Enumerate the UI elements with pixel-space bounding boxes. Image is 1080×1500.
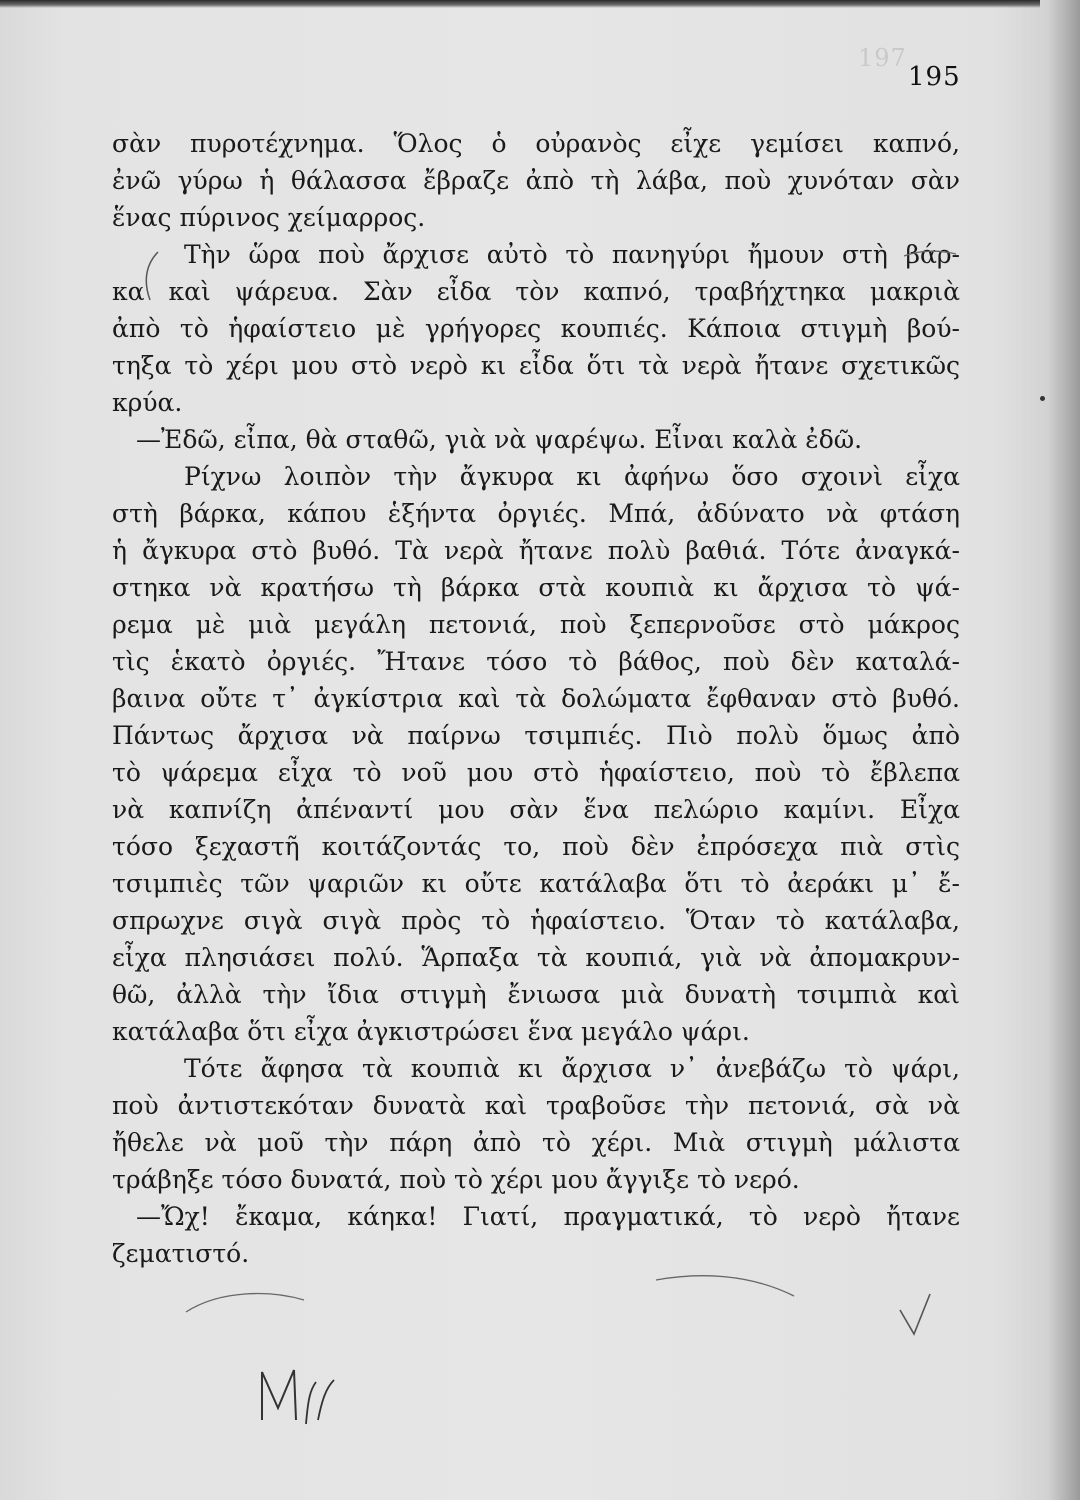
text-line: —Ἐδῶ, εἶπα, θὰ σταθῶ, γιὰ νὰ ψαρέψω. Εἶναι καλὰ ἐδῶ.: [136, 425, 863, 454]
paragraph: [112, 236, 960, 421]
text-line: ἀπὸ τὸ ἡφαίστειο μὲ γρήγορες κουπιές. Κάποια στιγμὴ βού-: [112, 314, 960, 343]
body-text: [112, 125, 960, 1272]
paragraph: [112, 1198, 960, 1272]
pencil-check-mark: [896, 1290, 936, 1340]
text-line: ζεματιστό.: [112, 1239, 250, 1268]
text-line: ἕνας πύρινος χείμαρρος.: [112, 203, 426, 232]
text-line: στηκα νὰ κρατήσω τὴ βάρκα στὰ κουπιὰ κι ἄρχισα τὸ ψά-: [112, 573, 960, 602]
text-line: τόσο ξεχαστῆ κοιτάζοντάς το, ποὺ δὲν ἐπρόσεχα πιὰ στὶς: [112, 832, 960, 861]
paragraph: [112, 458, 960, 1050]
text-line: Ρίχνω λοιπὸν τὴν ἄγκυρα κι ἀφήνω ὅσο σχοινὶ εἶχα: [184, 462, 960, 491]
text-line: θῶ, ἀλλὰ τὴν ἴδια στιγμὴ ἔνιωσα μιὰ δυνατὴ τσιμπιὰ καὶ: [112, 980, 960, 1009]
text-line: στὴ βάρκα, κάπου ἑξήντα ὀργιές. Μπά, ἀδύνατο νὰ φτάση: [112, 499, 960, 528]
paragraph: [112, 125, 960, 236]
text-line: κατάλαβα ὅτι εἶχα ἀγκιστρώσει ἕνα μεγάλο ψάρι.: [112, 1017, 750, 1046]
text-line: τράβηξε τόσο δυνατά, ποὺ τὸ χέρι μου ἄγγιξε τὸ νερό.: [112, 1165, 800, 1194]
text-line: Πάντως ἄρχισα νὰ παίρνω τσιμπιές. Πιὸ πολὺ ὅμως ἀπὸ: [112, 721, 960, 750]
text-line: ἡ ἄγκυρα στὸ βυθό. Τὰ νερὰ ἤτανε πολὺ βαθιά. Τότε ἀναγκά-: [112, 536, 960, 565]
paragraph: [112, 1050, 960, 1198]
text-line: βαινα οὔτε τ᾿ ἀγκίστρια καὶ τὰ δολώματα ἔφθαναν στὸ βυθό.: [112, 684, 960, 713]
text-line: Τότε ἄφησα τὰ κουπιὰ κι ἄρχισα ν᾿ ἀνεβάζω τὸ ψάρι,: [184, 1054, 960, 1083]
text-line: τηξα τὸ χέρι μου στὸ νερὸ κι εἶδα ὅτι τὰ νερὰ ἤτανε σχετικῶς: [112, 351, 960, 380]
bleed-through-page-number: 197: [858, 44, 907, 72]
scan-top-shadow: [0, 0, 1040, 8]
text-line: κρύα.: [112, 388, 183, 417]
scan-right-shadow: [1048, 0, 1080, 1500]
text-line: σπρωχνε σιγὰ σιγὰ πρὸς τὸ ἡφαίστειο. Ὅταν τὸ κατάλαβα,: [112, 906, 960, 935]
text-line: ρεμα μὲ μιὰ μεγάλη πετονιά, ποὺ ξεπερνοῦσε στὸ μάκρος: [112, 610, 960, 639]
text-line: σὰν πυροτέχνημα. Ὅλος ὁ οὐρανὸς εἶχε γεμίσει καπνό,: [112, 129, 960, 158]
text-line: τὶς ἑκατὸ ὀργιές. Ἤτανε τόσο τὸ βάθος, ποὺ δὲν καταλά-: [112, 647, 960, 676]
text-line: Τὴν ὥρα ποὺ ἄρχισε αὐτὸ τὸ πανηγύρι ἤμουν στὴ βάρ-: [184, 240, 960, 269]
pencil-curve-mark-2: [650, 1268, 800, 1308]
text-line: νὰ καπνίζη ἀπέναντί μου σὰν ἕνα πελώριο καμίνι. Εἶχα: [112, 795, 960, 824]
text-line: τσιμπιὲς τῶν ψαριῶν κι οὔτε κατάλαβα ὅτι τὸ ἀεράκι μ᾿ ἔ-: [112, 869, 960, 898]
text-line: —Ὤχ! ἔκαμα, κάηκα! Γιατί, πραγματικά, τὸ νερὸ ἤτανε: [136, 1202, 960, 1231]
pencil-initials-mark: [256, 1360, 346, 1430]
margin-mark: [1040, 396, 1045, 401]
text-line: εἶχα πλησιάσει πολύ. Ἅρπαξα τὰ κουπιά, γιὰ νὰ ἀπομακρυν-: [112, 943, 960, 972]
page-number: 195: [908, 62, 961, 92]
pencil-curve-mark: [180, 1282, 310, 1322]
text-line: κα καὶ ψάρευα. Σὰν εἶδα τὸν καπνό, τραβήχτηκα μακριὰ: [112, 277, 960, 306]
text-line: ἤθελε νὰ μοῦ τὴν πάρη ἀπὸ τὸ χέρι. Μιὰ στιγμὴ μάλιστα: [112, 1128, 960, 1157]
text-line: ποὺ ἀντιστεκόταν δυνατὰ καὶ τραβοῦσε τὴν πετονιά, σὰ νὰ: [112, 1091, 960, 1120]
text-line: ἐνῶ γύρω ἡ θάλασσα ἔβραζε ἀπὸ τὴ λάβα, ποὺ χυνόταν σὰν: [112, 166, 960, 195]
text-line: τὸ ψάρεμα εἶχα τὸ νοῦ μου στὸ ἡφαίστειο, ποὺ τὸ ἔβλεπα: [112, 758, 960, 787]
paragraph: [112, 421, 960, 458]
